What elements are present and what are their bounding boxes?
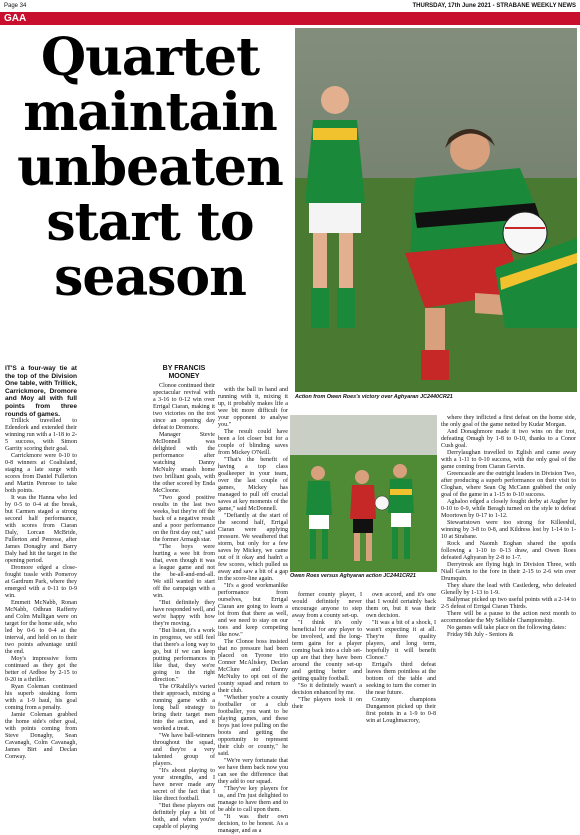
article-paragraph: It was the Hanna who led by 0-5 to 0-4 at the break, but Carmen staged a strong second half performance, with scores from Ciaran Daly, Lorcan McBride, Fullerton and Penrose, after James Donaghy and Barry Daly had hit the target in the opening period. (5, 495, 77, 565)
article-paragraph: "Two good positive results in the last two weeks, but they're off the back of a negative result and a poor performance on the first day out," said the former Armagh star. (153, 495, 215, 543)
article-paragraph: with the ball in hand and running with it, mixing it up, it probably makes life a wee bit more difficult for your opponent to analyse you." (218, 387, 288, 428)
article-paragraph: own accord, and it's one that I would certainly back them on, but it was their own decision. (366, 592, 436, 619)
article-paragraph: "They've key players for us, and I'm just delighted to manage to have them and to be able to call upon them. (218, 786, 288, 813)
article-paragraph: The result could have been a lot closer but for a couple of blinding saves from Mickey O'Neill. (218, 429, 288, 456)
article-paragraph: "But definitely they have responded well, and we're happy with how they're moving. (153, 600, 215, 627)
article-paragraph: Friday 9th July - Seniors & (447, 632, 514, 638)
article-column-2 (153, 383, 215, 830)
article-paragraph: Stewartstown were too strong for Killeeshil, winning by 3-8 to 0-8, and Kildress lost by 1-14 to 1-10 at Strabane. (441, 520, 576, 540)
article-paragraph: "But these players out definitely play a bit of both, and when you're capable of playing (153, 803, 215, 830)
main-photo (295, 28, 577, 392)
secondary-photo-caption: Owen Roes versus Aghyaran action JC2441CR21 (290, 573, 416, 579)
article-paragraph: "The boys were hurting a wee bit from that, even though it was a league game and not the be-all-and-end-all. We still wanted to start off the campaign with a win. (153, 544, 215, 599)
article-paragraph: The O'Rahilly's varied their approach, mixing a running game with a long ball strategy to bring their target men into the action, and it worked a treat. (153, 684, 215, 732)
byline: BY FRANCIS MOONEY (162, 365, 206, 380)
main-photo-caption: Action from Owen Roes's victory over Aghyaran JC2440CR21 (295, 394, 453, 400)
article-paragraph: former county player, I would definitely never encourage anyone to step away from a county set-up. (292, 592, 362, 619)
article-lead-paragraph: IT'S a four-way tie at the top of the Division One table, with Trillick, Carrickmore, Dromore and Moy all with full points from three rounds of games. (5, 365, 77, 418)
article-paragraph: The Clonoe boss insisted that no pressure had been placed on Tyrone trio Conner McAliskey, Declan McClure and Danny McNulty to opt out of the county squad and return to their club. (218, 639, 288, 694)
article-paragraph: "We have ball-winners throughout the squad, and they're a very talented group of players. (153, 733, 215, 767)
headline: Quartet maintain unbeaten start to season (17, 27, 283, 308)
article-paragraph: County champions Dungannon picked up their first points in a 1-9 to 0-8 win at Loughmacrory, (366, 697, 436, 724)
article-column-5 (366, 592, 436, 735)
article-paragraph: Jamie Coleman grabbed the home side's other goal, with points coming from Steve Donaghy, Sean Cavanagh, Colm Cavanagh, James Birt and Declan Conway. (5, 712, 77, 761)
article-paragraph: "It's a good workmanlike performance from ourselves, but Errigal Ciaran are going to learn a lot from that there as well, and we need to stay on our toes and keep competing like now." (218, 583, 288, 638)
article-paragraph: where they inflicted a first defeat on the home side, the only goal of the game netted by Kudar Morgan. (441, 415, 576, 428)
article-paragraph: Greencastle are the outright leaders in Division Two, after producing a superb performance on their visit to Cloghan, where Sean Og McCann grabbed the only goal of the game in a 1-15 to 0-10 success. (441, 471, 576, 498)
football-match-illustration (290, 415, 437, 572)
article-paragraph: Ballymac picked up two useful points with a 2-14 to 2-5 defeat of Errigal Ciaran Thirds. (441, 597, 576, 610)
page-folio (4, 2, 576, 12)
page-number: Page 34 (4, 3, 27, 9)
article-paragraph: Moy's impressive form continued as they got the better of Ardboe by 2-15 to 0-20 in a thriller. (5, 656, 77, 684)
article-paragraph: Aghaloo edged a closely fought derby at Augher by 0-10 to 0-9, while Beragh turned on the style to defeat Moortown by 0-17 to 1-12. (441, 499, 576, 519)
article-paragraph: Ryan Coleman continued his superb steaking form with a 1-9 haul, his goal coming from a penalty. (5, 684, 77, 712)
article-paragraph: Emmett McNabb, Ronan McNabb, Odhran Rafferty and Colm Mulligan were on target for the home side, who led by 0-6 to 0-4 at the interval, and held on to their two points advantage until the end. (5, 600, 77, 656)
article-paragraph: Dromore edged a close-fought tussle with Pomeroy at Gardrum Park, where they emerged with a 0-11 to 0-9 win. (5, 565, 77, 600)
article-paragraph: "Whether you're a county footballer or a club footballer, you want to be playing games, and these boys just love pulling on the boots and getting the opportunity to represent their club or county," he said. (218, 695, 288, 757)
article-paragraph: Manager Stevie McDonnell was delighted with the performance after watching Danny McNulty smash home two brilliant goals, with the other scored by Enda McCloone. (153, 432, 215, 494)
section-label: GAA (4, 13, 27, 24)
section-banner (0, 12, 580, 25)
article-paragraph: Trillick travelled to Edendork and extended their winning run with a 1-18 to 2-5 success, with Simon Garrity scoring their goal. (5, 418, 77, 453)
article-paragraph: Derrytresk are flying high in Division Three, with Niall Gavin to the fore in their 2-15 to 2-6 win over Drumquin. (441, 562, 576, 582)
article-paragraph: "It was their own decision, to be honest. As a manager, and as a (218, 814, 288, 834)
article-column-1 (5, 365, 77, 761)
article-paragraph: "The players took it on their (292, 697, 362, 710)
article-paragraph: "But listen, it's a work in progress, we still feel that there's a long way to go, but if we can keep putting performances in like that, they we're going in the right direction." (153, 628, 215, 683)
football (503, 212, 547, 254)
article-paragraph: "It's about playing to your strengths, and I have never made any secret of the fact that I like direct football. (153, 768, 215, 802)
article-column-4 (292, 592, 362, 735)
article-paragraph: "Defiantly at the start of the second half, Errigal Ciaran were applying pressure. We weathered that storm, but only for a few saves by Mickey, we came out of it okay and hadn't a few scores, which pulled us away and saw a bit of a gap in the score-line again. (218, 513, 288, 582)
article-paragraph: "So it definitely wasn't a decision enhanced by me. (292, 683, 362, 696)
match-ball (375, 496, 389, 510)
article-column-3 (218, 387, 288, 834)
article-paragraph: Errigal's third defeat leaves them pointless at the bottom of the table and seeking to turn the corner in the near future. (366, 662, 436, 696)
article-paragraph: Rock and Naomh Eoghan shared the spoils following a 1-10 to 0-13 draw, and Owen Roes defeated Aghyaran by 2-8 to 1-7. (441, 541, 576, 561)
article-paragraph: Clonoe continued their spectacular revival with a 3-16 to 0-12 win over Errigal Ciaran, making it two victories on the trot since an opening day defeat to Dromore. (153, 383, 215, 431)
article-paragraph: Derrylaughan travelled to Eglish and came away with a 1-11 to 0-10 success, with the only goal of the game coming from Ciaran Gervin. (441, 450, 576, 470)
article-paragraph: Carrickmore were 0-10 to 0-8 winners at Coalisland, staging a late surge with scores from Daniel Fullerton and Martin Penrose to take both points. (5, 453, 77, 495)
football-action-illustration (295, 28, 577, 392)
article-paragraph: No games will take place on the following dates: (447, 625, 567, 631)
article-paragraph: And Donaghmore made it two wins on the trot, defeating Omagh by 1-8 to 0-10, thanks to a Conor Cush goal. (441, 429, 576, 449)
article-paragraph: They share the lead with Castlederg, who defeated Glenelly by 1-13 to 1-9. (441, 583, 576, 596)
article-paragraph: "It was a bit of a shock, I wasn't expecting it at all. They're three quality players, and long term, hopefully it will benefit Clonoe." (366, 620, 436, 661)
article-paragraph: "That's the benefit of having a top class goalkeeper in your team, over the last couple of games, Mickey has managed to pull off crucial saves at key moments of the game," said McDonnell. (218, 457, 288, 512)
article-column-6 (441, 415, 576, 735)
article-paragraph: "We're very fortunate that we have them back now you can see the difference that they add to our squad. (218, 758, 288, 785)
secondary-photo (290, 415, 437, 572)
article-paragraph: There will be a pause to the action next month to accommodate the My Selfable Championship. (441, 611, 576, 624)
article-paragraph: "I think it's only beneficial for any player to be involved, and the long-term gains for a player coming back into a club set-up are that they have been around the county set-up and getting better and getting quality football. (292, 620, 362, 682)
issue-date: THURSDAY, 17th June 2021 - STRABANE WEEKLY NEWS (412, 3, 576, 9)
